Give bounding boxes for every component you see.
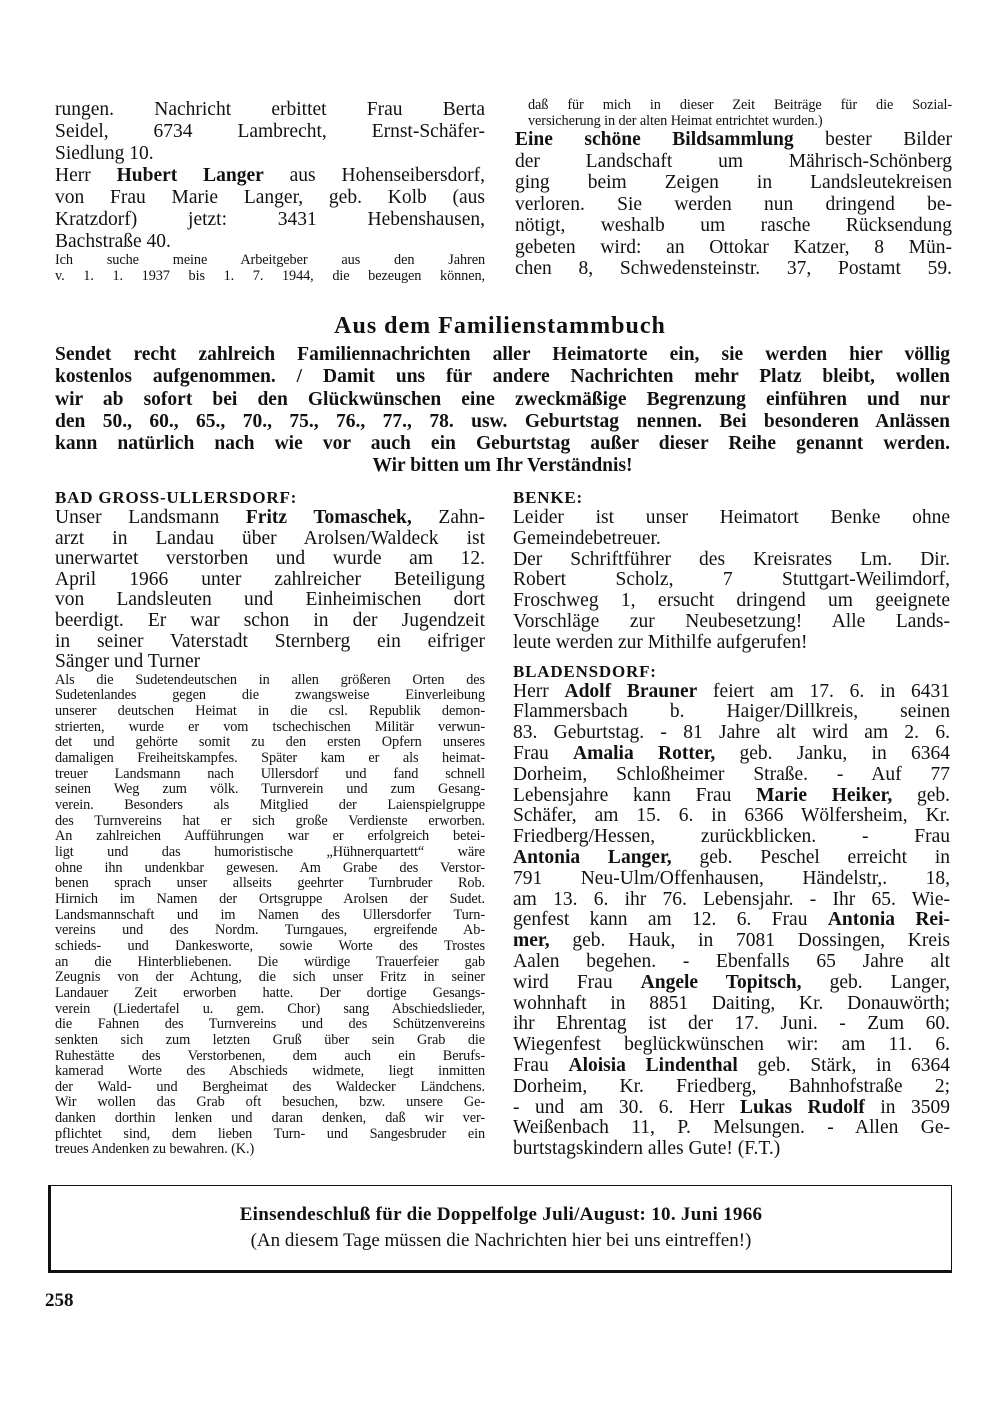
text-line [513,682,950,703]
text-segment: - und am 30. 6. Herr [513,1096,740,1118]
text-segment: bester Bilder [793,129,952,151]
text-line: der Wald- und Bergheimat des Waldecker Ländchens. [55,1078,485,1095]
text-line: April 1966 unter zahlreicher Beteiligung [55,568,485,590]
text-line: der Landschaft um Mährisch-Schönberg [515,150,952,172]
bold-name: Angele Topitsch, [640,971,802,993]
text-segment: wird Frau [513,971,641,993]
text-segment: geb. Stärk, in 6364 [737,1054,951,1076]
text-segment: geb. [892,784,950,806]
text-line: kostenlos aufgenommen. / Damit uns für andere Nachrichten mehr Platz bleibt, wollen [55,366,950,388]
bold-name: Fritz Tomaschek, [245,507,412,528]
text-line [513,848,950,869]
paragraph [55,673,485,1158]
text-segment: geb. Janku, in 6364 [715,742,950,764]
text-line: damaligen Freiheitskampfes. Später kam er als heimat- [55,750,485,767]
text-line: kamerad Worte des Abschieds widmete, liegt inmitten [55,1063,485,1080]
text-line: Friedberg/Hessen, zurückblicken. - Frau [513,826,950,848]
text-segment: feiert am 17. 6. in 6431 [697,680,951,702]
top-left-column-continuation [55,99,485,284]
text-line: Landauer Zeit erworben hatte. Der dortige Gesangs- [55,984,485,1001]
text-line: wir ab sofort bei den Glückwünschen eine zweckmäßige Begrenzung einführen und nur [55,388,950,410]
text-segment: Unser Landsmann [55,507,246,528]
paragraph [55,99,485,165]
text-line [513,744,950,765]
text-line: schieds- und Dankesworte, sowie Worte des Trostes [55,937,485,954]
text-line: Kratzdorf) jetzt: 3431 Hebenshausen, [55,209,485,230]
text-line: Als die Sudetendeutschen in allen größeren Orten des [55,671,485,688]
text-line [55,508,485,529]
text-segment: in 3509 [864,1096,950,1118]
text-line: Zeugnis von der Achtung, die sich unser Fritz in seiner [55,969,485,986]
text-line: Wiegenfest beglückwünschen wir: am 11. 6. [513,1034,950,1056]
text-line: Froschweg 1, ersucht dringend um geeignete [513,590,950,612]
paragraph [55,253,485,284]
left-column-news [55,487,485,1158]
section-heading [55,487,485,508]
page-number: 258 [45,1290,74,1311]
bold-name: Marie Heiker, [756,784,893,806]
text-line: unerwartet verstorben und wurde am 12. [55,548,485,570]
text-line: die Fahnen des Turnvereins und des Schützenvereins [55,1016,485,1033]
paragraph [513,550,950,654]
text-line: verein (Liedertafel u. gem. Chor) sang Abschiedslieder, [55,1000,485,1017]
text-line: ligt und das humoristische „Hühnerquartett“ wäre [55,843,485,860]
bold-name: Antonia Langer, [513,846,672,868]
text-line: arzt in Landau über Arolsen/Waldeck ist [55,527,485,549]
text-line: Sudetenlandes gegen die zwangsweise Einverleibung [55,687,485,704]
text-line: Schäfer, am 15. 6. in 6366 Wölfersheim, Kr. [513,805,950,827]
text-line: Dorheim, Schloßheimer Straße. - Auf 77 [513,763,950,785]
text-line: von Landsleuten und Einheimischen dort [55,589,485,611]
text-line: pflichtet sind, dem lieben Turn- und Sangesbruder ein [55,1125,485,1142]
text-line: beerdigt. Er war schon in der Jugendzeit [55,609,485,631]
text-line: Siedlung 10. [55,143,154,164]
text-line: ging beim Zeigen in Landsleutekreisen [515,172,952,194]
text-line: daß für mich in dieser Zeit Beiträge für die Sozial- [528,97,952,113]
text-line: verein. Besonders als Mitglied der Laienspielgruppe [55,797,485,813]
paragraph [55,344,950,478]
bold-name: Adolf Brauner [564,680,698,702]
text-segment: aus Hohenseibersdorf, [263,165,485,186]
text-line: Flammersbach b. Haiger/Dillkreis, seinen [513,701,950,723]
top-right-column-continuation [515,98,952,280]
text-line: treuer Landsmann nach Ullersdorf und fand schnell [55,765,485,782]
bold-name: Hubert Langer [116,165,264,186]
paragraph [515,98,952,129]
text-line [513,1098,950,1119]
text-line: v. 1. 1. 1937 bis 1. 7. 1944, die bezeugen können, [55,267,485,284]
text-segment: genfest kann am 12. 6. Frau [513,909,828,931]
paragraph [55,165,485,253]
text-line: Sänger und Turner [55,651,201,673]
text-line: Ich suche meine Arbeitgeber aus den Jahren [55,252,485,268]
text-line: chen 8, Schwedensteinstr. 37, Postamt 59. [515,258,952,280]
text-line: leute werden zur Mithilfe aufgerufen! [513,631,808,653]
right-column-news [513,487,950,1160]
section-title: Aus dem Familienstammbuch [334,313,666,339]
text-line: von Frau Marie Langer, geb. Kolb (aus [55,187,485,208]
text-line: vereins und des Nordm. Turngaues, ergreifende Ab- [55,922,485,939]
text-line: senkten sich zum letzten Gruß über sein Grab die [55,1031,485,1048]
text-line: wohnhaft in 8851 Daiting, Kr. Donauwörth; [513,992,950,1014]
text-line: am 13. 6. ihr 76. Lebensjahr. - Ihr 65. Wie- [513,888,950,910]
text-line: Aalen begehen. - Ebenfalls 65 Jahre alt [513,950,950,972]
bold-name: Lukas Rudolf [740,1096,865,1118]
text-line: treues Andenken zu bewahren. (K.) [55,1141,255,1158]
text-line: strierten, wurde er vom tschechischen Militär verwun- [55,718,485,735]
paragraph [513,508,950,550]
bold-name: Eine schöne Bildsammlung [515,129,794,151]
paragraph [515,129,952,280]
text-line: BENKE: [513,488,583,507]
text-segment: Zahn- [411,507,485,528]
text-line: seinen Weg zum völk. Turnverein und zum Gesang- [55,781,485,798]
text-line [55,165,485,187]
text-line [513,931,950,952]
text-segment: Frau [513,1054,569,1076]
bold-name: Aloisia Lindenthal [568,1054,738,1076]
text-line: versicherung in der alten Heimat entrichtet wurden.) [528,112,823,129]
text-line: verloren. Sie werden nun dringend be- [515,193,952,215]
text-line: ohne ihn undenkbar gewesen. Am Grabe des Verstor- [55,859,485,876]
text-line: Landsmannschaft und im Namen des Ullersdorfer Turn- [55,906,485,923]
text-segment: Herr [55,165,117,186]
bold-name: mer, [513,930,550,952]
text-line: an die Hinterbliebenen. Die würdige Trauerfeier gab [55,953,485,970]
text-line: det und gehörte somit zu den ersten Opfern unseres [55,734,485,751]
section-heading [513,487,950,508]
text-line: Sendet recht zahlreich Familiennachrichten aller Heimatorte ein, sie werden hier völlig [55,344,950,365]
text-segment: Herr [513,680,565,702]
text-line: Bachstraße 40. [55,231,171,252]
text-line: danken dorthin lenken und daran denken, daß wir ver- [55,1110,485,1127]
text-line [515,129,952,151]
paragraph [55,508,485,673]
text-line: Seidel, 6734 Lambrecht, Ernst-Schäfer- [55,121,485,142]
text-segment: geb. Hauk, in 7081 Dossingen, Kreis [549,930,950,952]
section-intro [55,344,950,478]
text-line: 83. Geburtstag. - 81 Jahre alt wird am 2. 6. [513,722,950,744]
text-segment: geb. Langer, [801,971,950,993]
text-line: Hirnich im Namen der Ortsgruppe Arolsen der Sudet. [55,890,485,907]
section-heading [513,661,950,682]
text-line: burtstagskindern alles Gute! (F.T.) [513,1138,781,1160]
deadline-notice-title: Einsendeschluß für die Doppelfolge Juli/August: 10. Juni 1966 [239,1204,763,1225]
text-line: Wir bitten um Ihr Verständnis! [372,455,633,477]
text-line [513,1056,950,1077]
text-line: kann natürlich nach wie vor auch ein Geburtstag außer dieser Reihe genannt werden. [55,433,950,455]
bold-name: Amalia Rotter, [573,742,716,764]
text-line: den 50., 60., 65., 70., 75., 76., 77., 78. usw. Geburtstag nennen. Bei besonderen Anlässen [55,410,950,432]
text-line [513,910,950,931]
text-line: nötigt, weshalb um rasche Rücksendung [515,215,952,237]
text-segment: Lebensjahre kann Frau [513,784,757,806]
text-line: Gemeindebetreuer. [513,527,661,549]
text-line: An zahlreichen Aufführungen war er erfolgreich betei- [55,828,485,845]
text-line: ihr Ehrentag ist der 17. Juni. - Zum 60. [513,1013,950,1035]
text-line: Wir wollen das Grab oft besuchen, bzw. unsere Ge- [55,1094,485,1111]
text-line: Dorheim, Kr. Friedberg, Bahnhofstraße 2; [513,1075,950,1097]
text-line: Leider ist unser Heimatort Benke ohne [513,507,950,528]
deadline-notice-subtitle: (An diesem Tage müssen die Nachrichten hier bei uns eintreffen!) [250,1230,752,1251]
text-segment: geb. Peschel erreicht in [671,846,950,868]
paragraph [513,682,950,1160]
text-line: benen sprach unser allseits geehrter Turnbruder Rob. [55,875,485,892]
text-line: in seiner Vaterstadt Sternberg ein eifriger [55,630,485,652]
text-line: rungen. Nachricht erbittet Frau Berta [55,99,485,120]
text-line: unserer deutschen Heimat in die csl. Republik demon- [55,703,485,720]
text-line [513,786,950,807]
text-line: Ruhestätte des Verstorbenen, dem auch ein Berufs- [55,1047,485,1064]
text-line: BLADENSDORF: [513,661,657,681]
text-line: des Turnvereins hat er sich große Verdienste erworben. [55,812,485,829]
text-line: Der Schriftführer des Kreisrates Lm. Dir. [513,548,950,570]
text-segment: Frau [513,742,574,764]
text-line [513,973,950,994]
text-line: gebeten wird: an Ottokar Katzer, 8 Mün- [515,236,952,258]
text-line: Vorschläge zur Neubesetzung! Alle Lands- [513,610,950,632]
text-line: BAD GROSS-ULLERSDORF: [55,488,298,507]
text-line: 791 Neu-Ulm/Offenhausen, Händelstr,. 18, [513,867,950,889]
text-line: Robert Scholz, 7 Stuttgart-Weilimdorf, [513,569,950,591]
bold-name: Antonia Rei- [827,909,950,931]
text-line: Weißenbach 11, P. Melsungen. - Allen Ge- [513,1117,950,1139]
deadline-notice-box [48,1185,952,1273]
